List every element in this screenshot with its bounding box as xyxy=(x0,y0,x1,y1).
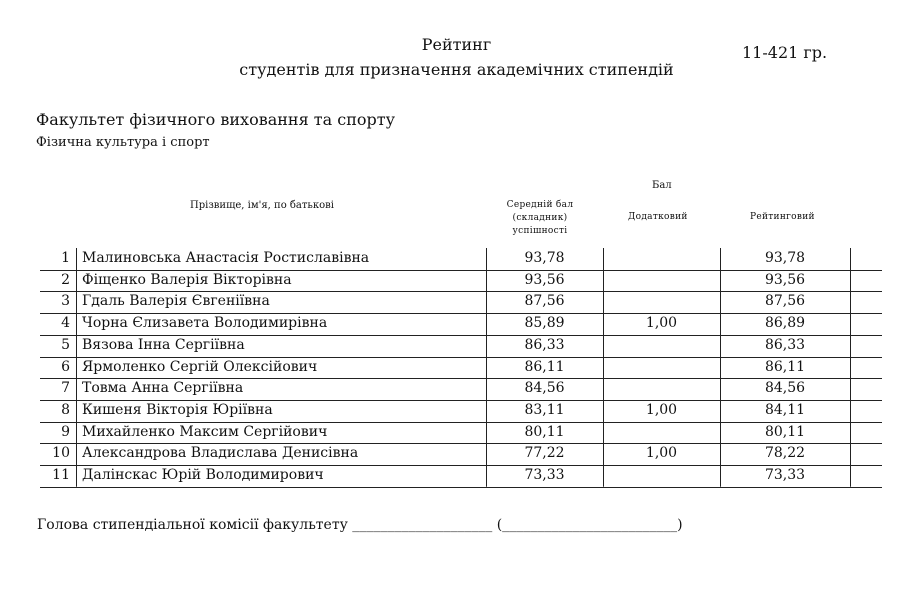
table-row xyxy=(0,465,913,487)
header-name: Прізвище, ім'я, по батькові xyxy=(190,200,334,211)
document-subtitle: студентів для призначення академічних стипендій xyxy=(239,60,674,79)
student-name: Ярмоленко Сергій Олексійович xyxy=(82,358,318,375)
student-name: Вязова Інна Сергіївна xyxy=(82,336,245,353)
average-score: 93,78 xyxy=(524,250,565,266)
average-score: 87,56 xyxy=(524,293,565,310)
table-row xyxy=(0,291,913,313)
table-row xyxy=(0,270,913,292)
student-name: Далінскас Юрій Володимирович xyxy=(82,467,324,483)
rating-score: 84,56 xyxy=(764,380,806,397)
row-number: 10 xyxy=(52,445,70,462)
specialty-heading: Фізична культура і спорт xyxy=(36,135,210,150)
row-number: 9 xyxy=(61,423,70,440)
average-score: 77,22 xyxy=(524,445,565,462)
header-bal: Бал xyxy=(652,180,672,191)
rating-score: 86,11 xyxy=(764,358,806,375)
header-average: Середній бал (складник) успішності xyxy=(506,200,574,236)
faculty-heading: Факультет фізичного виховання та спорту xyxy=(36,110,395,129)
average-score: 86,33 xyxy=(524,336,565,353)
table-row xyxy=(0,357,913,379)
average-score: 83,11 xyxy=(524,401,565,418)
row-number: 5 xyxy=(61,336,70,353)
average-score: 85,89 xyxy=(524,315,565,332)
average-score: 80,11 xyxy=(524,423,565,440)
header-rating: Рейтинговий xyxy=(750,212,815,222)
rating-score: 86,89 xyxy=(764,315,806,332)
table-row xyxy=(0,378,913,400)
average-score: 86,11 xyxy=(524,358,565,375)
document-title: Рейтинг xyxy=(421,35,492,54)
row-number: 3 xyxy=(61,293,70,310)
row-number: 6 xyxy=(61,358,70,375)
group-label: 11-421 гр. xyxy=(742,43,828,62)
student-name: Гдаль Валерія Євгеніївна xyxy=(82,293,270,310)
rating-score: 80,11 xyxy=(764,423,806,440)
table-row xyxy=(0,313,913,335)
rating-score: 87,56 xyxy=(764,293,806,310)
header-additional: Додатковий xyxy=(628,212,688,222)
student-name: Товма Анна Сергіївна xyxy=(82,380,244,397)
student-name: Малиновська Анастасія Ростиславівна xyxy=(82,250,370,266)
rating-score: 86,33 xyxy=(764,336,806,353)
average-score: 84,56 xyxy=(524,380,565,397)
additional-score: 1,00 xyxy=(645,445,678,462)
student-name: Чорна Єлизавета Володимирівна xyxy=(82,315,328,332)
student-name: Кишеня Вікторія Юріївна xyxy=(82,401,273,418)
rating-score: 73,33 xyxy=(764,467,806,483)
average-score: 93,56 xyxy=(524,271,565,288)
additional-score: 1,00 xyxy=(645,315,678,332)
student-name: Фіщенко Валерія Вікторівна xyxy=(82,271,292,288)
average-score: 73,33 xyxy=(524,467,565,483)
table-row xyxy=(0,400,913,422)
row-number: 1 xyxy=(61,250,70,266)
table-row xyxy=(0,248,913,270)
row-number: 2 xyxy=(61,271,70,288)
rating-score: 84,11 xyxy=(764,401,806,418)
student-name: Михайленко Максим Сергійович xyxy=(82,423,328,440)
rating-score: 93,56 xyxy=(764,271,806,288)
table-row xyxy=(0,443,913,465)
row-number: 11 xyxy=(52,467,70,483)
signature-line: Голова стипендіальної комісії факультету ____________________ (_________________________) xyxy=(37,517,683,533)
student-name: Александрова Владислава Денисівна xyxy=(82,445,359,462)
additional-score: 1,00 xyxy=(645,401,678,418)
rating-score: 78,22 xyxy=(764,445,806,462)
row-number: 4 xyxy=(61,315,70,332)
row-number: 7 xyxy=(61,380,70,397)
table-row xyxy=(0,335,913,357)
rating-score: 93,78 xyxy=(764,250,806,266)
table-row xyxy=(0,422,913,444)
row-number: 8 xyxy=(61,401,70,418)
